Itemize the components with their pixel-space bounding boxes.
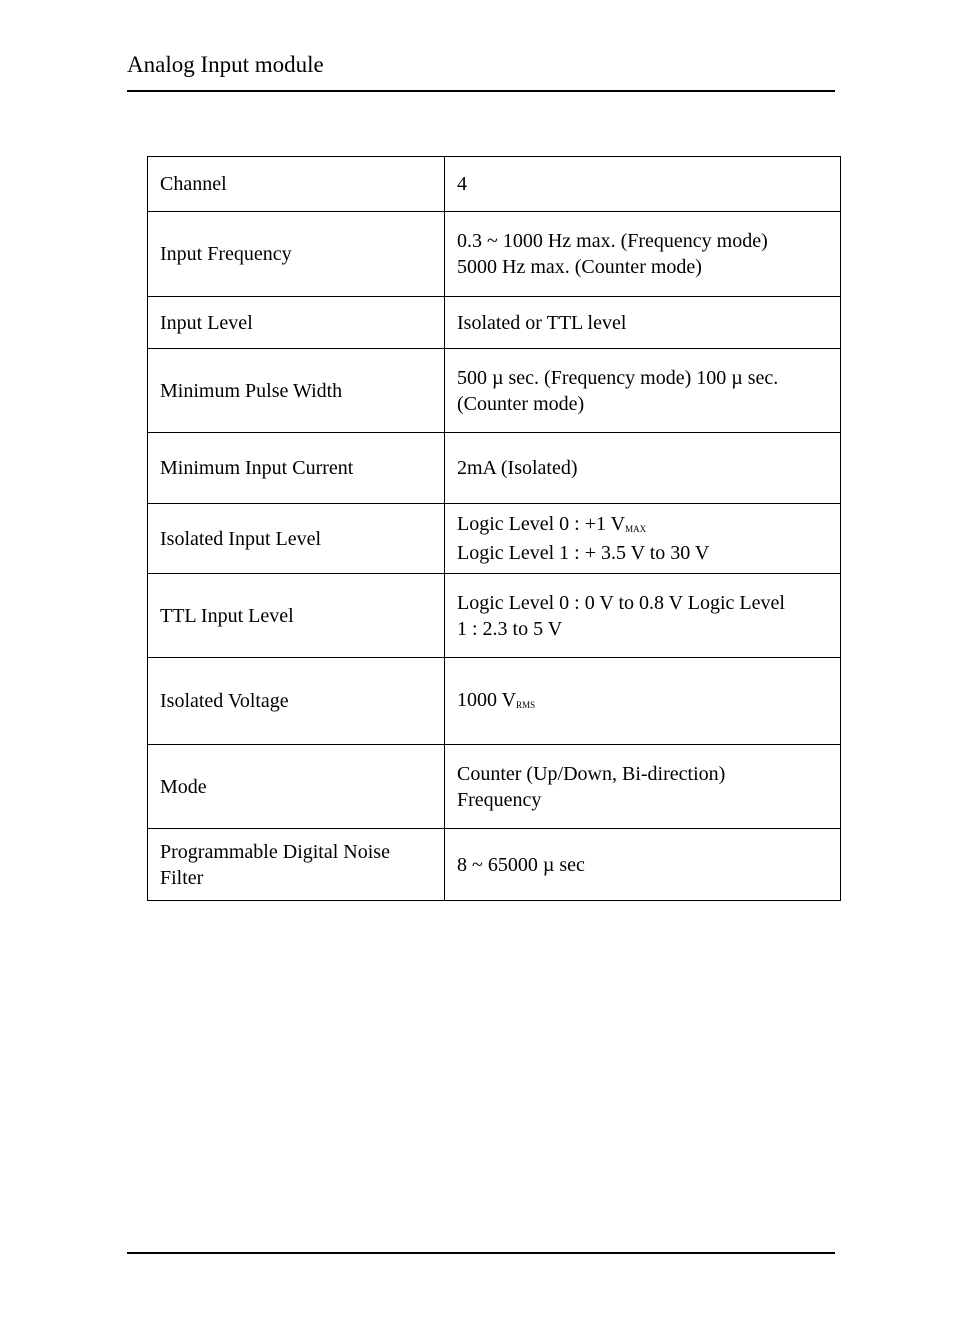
header-divider bbox=[127, 90, 835, 92]
table-row bbox=[148, 829, 841, 901]
spec-label: Programmable Digital Noise Filter bbox=[148, 829, 445, 901]
spec-value: 8 ~ 65000 µ sec bbox=[445, 829, 841, 901]
subscript: MAX bbox=[625, 524, 647, 534]
table-row bbox=[148, 349, 841, 433]
spec-label: Channel bbox=[148, 157, 445, 212]
spec-label: Minimum Pulse Width bbox=[148, 349, 445, 433]
spec-label: Isolated Voltage bbox=[148, 658, 445, 745]
table-row bbox=[148, 574, 841, 658]
spec-label: Isolated Input Level bbox=[148, 504, 445, 574]
spec-value: Logic Level 0 : +1 VMAX Logic Level 1 : + 3.5 V to 30 V bbox=[445, 504, 841, 574]
footer-divider bbox=[127, 1252, 835, 1254]
table-row bbox=[148, 157, 841, 212]
table-row bbox=[148, 745, 841, 829]
spec-label: Input Level bbox=[148, 297, 445, 349]
table-row bbox=[148, 297, 841, 349]
spec-value: Isolated or TTL level bbox=[445, 297, 841, 349]
spec-label: TTL Input Level bbox=[148, 574, 445, 658]
page-header-title: Analog Input module bbox=[127, 52, 324, 77]
spec-label: Input Frequency bbox=[148, 212, 445, 297]
spec-value: 2mA (Isolated) bbox=[445, 433, 841, 504]
spec-value: 1000 VRMS bbox=[445, 658, 841, 745]
table-row bbox=[148, 504, 841, 574]
table-row bbox=[148, 212, 841, 297]
spec-label: Mode bbox=[148, 745, 445, 829]
spec-value: Logic Level 0 : 0 V to 0.8 V Logic Level 1 : 2.3 to 5 V bbox=[445, 574, 841, 658]
specification-table bbox=[147, 156, 841, 901]
spec-value: 500 µ sec. (Frequency mode) 100 µ sec. (Counter mode) bbox=[445, 349, 841, 433]
spec-label: Minimum Input Current bbox=[148, 433, 445, 504]
table-row bbox=[148, 433, 841, 504]
subscript: RMS bbox=[516, 699, 536, 710]
table-row bbox=[148, 658, 841, 745]
spec-value: Counter (Up/Down, Bi-direction) Frequency bbox=[445, 745, 841, 829]
spec-value: 0.3 ~ 1000 Hz max. (Frequency mode) 5000 Hz max. (Counter mode) bbox=[445, 212, 841, 297]
spec-value: 4 bbox=[445, 157, 841, 212]
